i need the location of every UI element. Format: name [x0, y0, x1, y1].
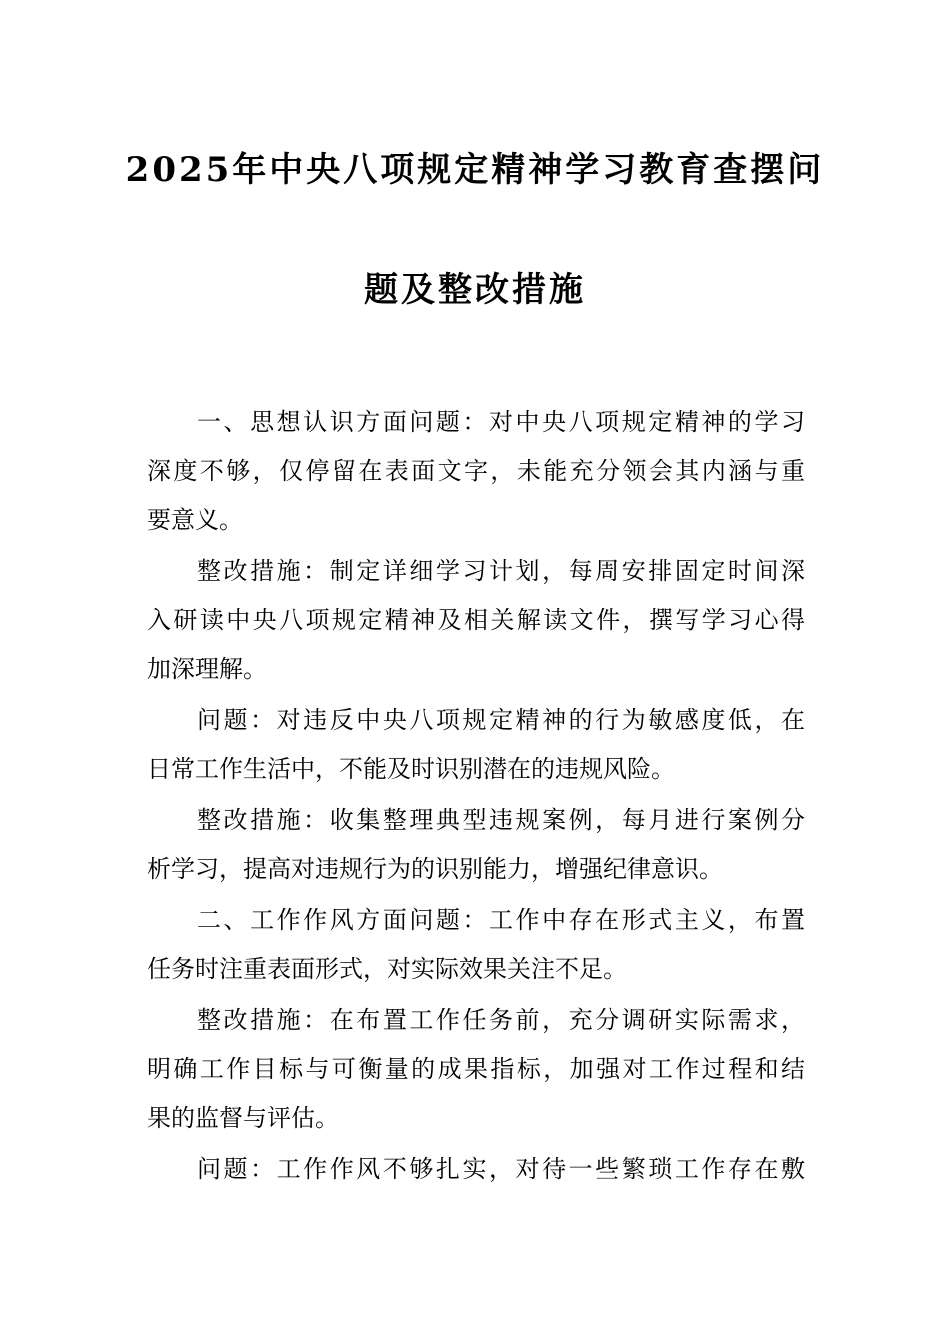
paragraph-line: 明确工作目标与可衡量的成果指标，加强对工作过程和结 [147, 1055, 805, 1083]
paragraph-line: 深度不够，仅停留在表面文字，未能充分领会其内涵与重 [147, 457, 805, 485]
paragraph [147, 996, 805, 1143]
paragraph-line: 任务时注重表面形式，对实际效果关注不足。 [147, 955, 627, 983]
paragraph-line: 问题：工作作风不够扎实，对待一些繁琐工作存在敷 [197, 1155, 805, 1183]
paragraph-line: 整改措施：在布置工作任务前，充分调研实际需求， [197, 1006, 805, 1034]
paragraph-line: 整改措施：制定详细学习计划，每周安排固定时间深 [197, 557, 805, 585]
paragraph [147, 896, 805, 994]
paragraph-line: 果的监督与评估。 [147, 1104, 339, 1132]
paragraph [147, 796, 805, 894]
paragraph-line: 二、工作作风方面问题：工作中存在形式主义，布置 [197, 906, 805, 934]
paragraph-line: 日常工作生活中，不能及时识别潜在的违规风险。 [147, 755, 675, 783]
document-body [147, 398, 805, 1196]
paragraph-line: 要意义。 [147, 506, 243, 534]
paragraph-line: 一、思想认识方面问题：对中央八项规定精神的学习 [197, 408, 805, 436]
paragraph-line: 入研读中央八项规定精神及相关解读文件，撰写学习心得 [147, 606, 805, 634]
paragraph [147, 696, 805, 794]
paragraph-line: 析学习，提高对违规行为的识别能力，增强纪律意识。 [147, 855, 723, 883]
paragraph [147, 547, 805, 694]
paragraph [147, 398, 805, 545]
paragraph-line: 加深理解。 [147, 655, 267, 683]
paragraph-line: 问题：对违反中央八项规定精神的行为敏感度低，在 [197, 706, 805, 734]
paragraph-line: 整改措施：收集整理典型违规案例，每月进行案例分 [197, 806, 805, 834]
paragraph [147, 1145, 805, 1194]
document-title-line-2: 题及整改措施 [364, 270, 586, 310]
document-title-line-1: 2025年中央八项规定精神学习教育查摆问 [125, 150, 825, 190]
